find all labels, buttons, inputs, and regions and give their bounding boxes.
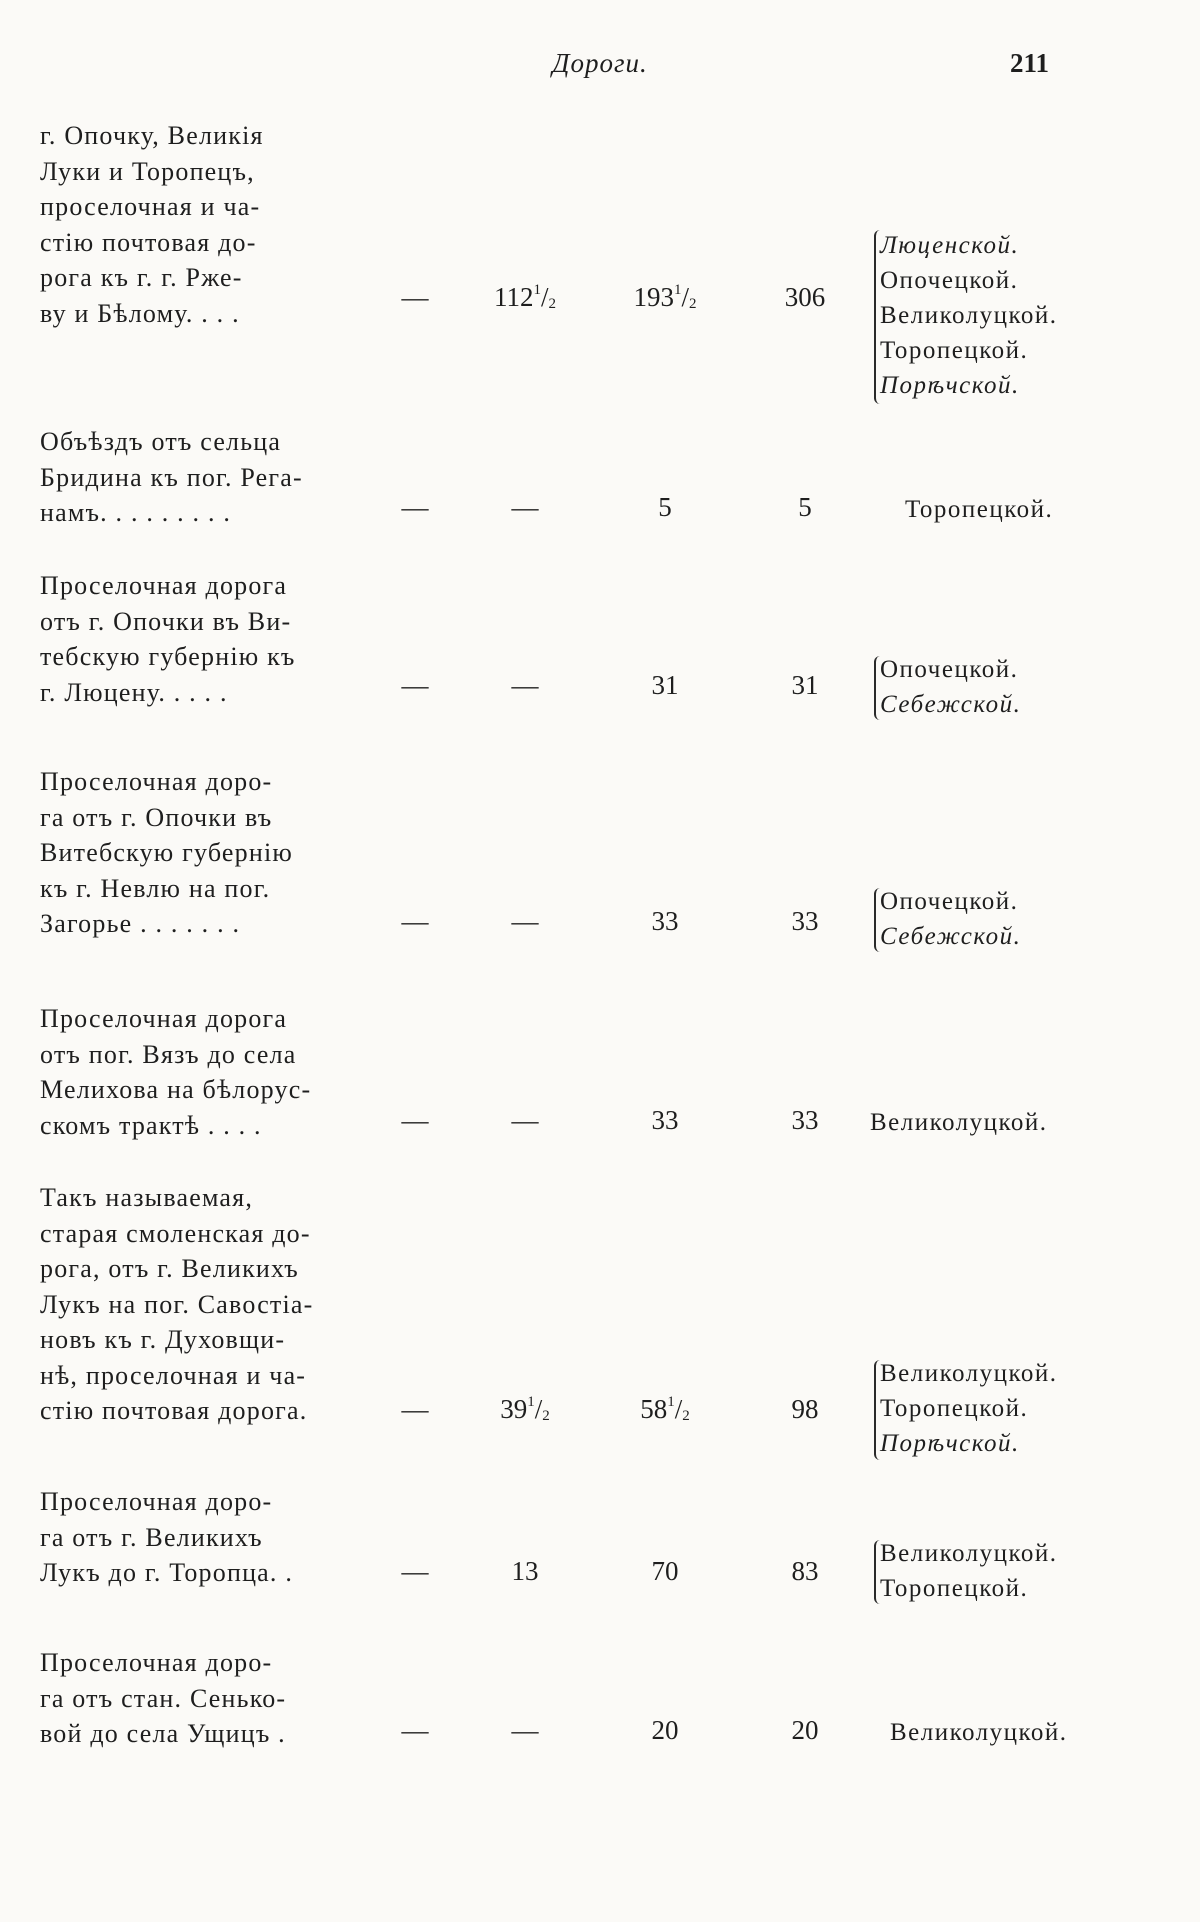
desc-line: Лукъ на пог. Савостіа- bbox=[40, 1289, 314, 1319]
district-name: Великолуцкой. bbox=[880, 1360, 1058, 1387]
desc-line: рога къ г. г. Рже- bbox=[40, 263, 243, 292]
district-list bbox=[905, 492, 1053, 527]
district-name: Великолуцкой. bbox=[880, 1540, 1058, 1567]
district-name: Торопецкой. bbox=[880, 1395, 1029, 1422]
desc-line: новъ къ г. Духовщи- bbox=[40, 1325, 286, 1354]
col3-value: $58^1/_2$ bbox=[640, 1394, 690, 1424]
desc-line: рога, отъ г. Великихъ bbox=[40, 1254, 299, 1283]
desc-line: Лукъ до г. Торопца. . bbox=[40, 1558, 294, 1587]
district-name: Опочецкой. bbox=[880, 267, 1019, 294]
desc-line: стію почтовая до- bbox=[40, 227, 257, 257]
road-description bbox=[40, 1180, 390, 1429]
desc-line: Проселочная дорога bbox=[40, 571, 288, 600]
running-header: Дороги. bbox=[552, 48, 648, 78]
desc-line: тебскую губернію къ bbox=[40, 642, 296, 671]
desc-line: Бридина къ пог. Рега- bbox=[40, 462, 303, 492]
desc-line: га отъ стан. Сенько- bbox=[40, 1683, 287, 1713]
col2-value: — bbox=[511, 670, 539, 700]
desc-line: г. Опочку, Великія bbox=[40, 121, 264, 150]
fraction-denominator: 2 bbox=[548, 296, 556, 312]
col1-value: — bbox=[401, 492, 429, 522]
district-name: Порѣчской. bbox=[880, 372, 1020, 399]
district-name: Люценской. bbox=[880, 232, 1020, 259]
col3-value: 33 bbox=[651, 1105, 679, 1135]
road-description bbox=[40, 1001, 390, 1143]
desc-line: Проселочная доро- bbox=[40, 767, 273, 796]
col4-total: 33 bbox=[791, 906, 819, 936]
desc-line: Такъ называемая, bbox=[40, 1183, 254, 1212]
desc-line: г. Люцену. . . . . bbox=[40, 677, 228, 707]
district-name: Порѣчской. bbox=[880, 1430, 1020, 1457]
desc-line: Проселочная дорога bbox=[40, 1004, 288, 1033]
desc-line: Мелихова на бѣлорус- bbox=[40, 1075, 312, 1104]
district-name: Опочецкой. bbox=[880, 888, 1019, 915]
col4-total: 306 bbox=[784, 282, 826, 312]
fraction-numerator: 1 bbox=[533, 282, 541, 298]
col4-total: 31 bbox=[791, 670, 819, 700]
fraction-numerator: 1 bbox=[527, 1394, 535, 1410]
desc-line: старая смоленская до- bbox=[40, 1218, 311, 1248]
road-description bbox=[40, 1484, 390, 1591]
district-list bbox=[880, 884, 1021, 954]
fraction-numerator: 1 bbox=[667, 1394, 675, 1410]
district-list bbox=[880, 228, 1058, 403]
col3-value: 70 bbox=[651, 1556, 679, 1586]
road-description bbox=[40, 118, 390, 331]
col3-value: 20 bbox=[651, 1715, 679, 1745]
desc-line: га отъ г. Великихъ bbox=[40, 1522, 263, 1552]
col1-value: — bbox=[401, 1105, 429, 1135]
district-name: Себежской. bbox=[880, 923, 1022, 950]
col1-value: — bbox=[401, 906, 429, 936]
whole-part: 193 bbox=[633, 282, 674, 312]
col2-value: $39^1/_2$ bbox=[500, 1394, 550, 1424]
col2-value: — bbox=[511, 906, 539, 936]
whole-part: 58 bbox=[640, 1394, 668, 1424]
desc-line: Загорье . . . . . . . bbox=[40, 909, 241, 938]
district-name: Торопецкой. bbox=[880, 337, 1029, 364]
fraction-numerator: 1 bbox=[673, 282, 682, 298]
col4-total: 33 bbox=[791, 1105, 819, 1135]
district-list bbox=[880, 652, 1021, 722]
col1-value: — bbox=[401, 282, 429, 312]
desc-line: Луки и Торопецъ, bbox=[40, 156, 255, 186]
col1-value: — bbox=[401, 1556, 429, 1586]
desc-line: ву и Бѣлому. . . . bbox=[40, 298, 240, 328]
fraction-denominator: 2 bbox=[682, 1408, 690, 1424]
desc-line: скомъ трактѣ . . . . bbox=[40, 1110, 262, 1140]
desc-line: Витебскую губернію bbox=[40, 838, 294, 867]
road-description bbox=[40, 764, 390, 942]
col4-total: 20 bbox=[791, 1715, 819, 1745]
fraction-denominator: 2 bbox=[689, 296, 697, 312]
desc-line: намъ. . . . . . . . . bbox=[40, 498, 232, 527]
col4-total: 83 bbox=[791, 1556, 819, 1586]
col1-value: — bbox=[401, 1394, 429, 1424]
col2-value: — bbox=[511, 1715, 539, 1745]
col2-value: — bbox=[511, 1105, 539, 1135]
district-name: Великолуцкой. bbox=[890, 1719, 1068, 1746]
road-description bbox=[40, 424, 390, 531]
district-name: Великолуцкой. bbox=[880, 302, 1058, 329]
road-description bbox=[40, 1645, 390, 1752]
desc-line: стію почтовая дорога. bbox=[40, 1396, 308, 1425]
desc-line: отъ пог. Вязъ до села bbox=[40, 1039, 297, 1069]
col3-value: 33 bbox=[651, 906, 679, 936]
district-name: Торопецкой. bbox=[905, 496, 1054, 523]
page-number: 211 bbox=[1010, 48, 1050, 78]
desc-line: га отъ г. Опочки въ bbox=[40, 802, 273, 832]
col2-value: 13 bbox=[511, 1556, 539, 1586]
district-list bbox=[890, 1715, 1068, 1750]
district-name: Торопецкой. bbox=[880, 1575, 1029, 1602]
col2-value: — bbox=[511, 492, 539, 522]
district-list bbox=[870, 1105, 1048, 1140]
desc-line: вой до села Ущицъ . bbox=[40, 1719, 286, 1748]
whole-part: 39 bbox=[500, 1394, 528, 1424]
col3-value: 5 bbox=[658, 492, 672, 522]
col3-value: $193^1/_2$ bbox=[633, 282, 697, 312]
col2-value: $112^1/_2$ bbox=[493, 282, 556, 312]
whole-part: 112 bbox=[493, 282, 534, 312]
col4-total: 98 bbox=[791, 1394, 819, 1424]
col3-value: 31 bbox=[651, 670, 679, 700]
desc-line: отъ г. Опочки въ Ви- bbox=[40, 606, 292, 636]
district-list bbox=[880, 1536, 1058, 1606]
district-list bbox=[880, 1356, 1058, 1461]
col4-total: 5 bbox=[798, 492, 812, 522]
fraction-denominator: 2 bbox=[542, 1408, 550, 1424]
desc-line: Проселочная доро- bbox=[40, 1648, 273, 1677]
desc-line: Объѣздъ отъ сельца bbox=[40, 427, 282, 456]
desc-line: къ г. Невлю на пог. bbox=[40, 873, 271, 903]
desc-line: проселочная и ча- bbox=[40, 192, 261, 221]
district-name: Великолуцкой. bbox=[870, 1109, 1048, 1136]
desc-line: Проселочная доро- bbox=[40, 1487, 273, 1516]
desc-line: нѣ, проселочная и ча- bbox=[40, 1360, 307, 1390]
col1-value: — bbox=[401, 670, 429, 700]
district-name: Себежской. bbox=[880, 691, 1022, 718]
road-description bbox=[40, 568, 390, 710]
col1-value: — bbox=[401, 1715, 429, 1745]
district-name: Опочецкой. bbox=[880, 656, 1019, 683]
